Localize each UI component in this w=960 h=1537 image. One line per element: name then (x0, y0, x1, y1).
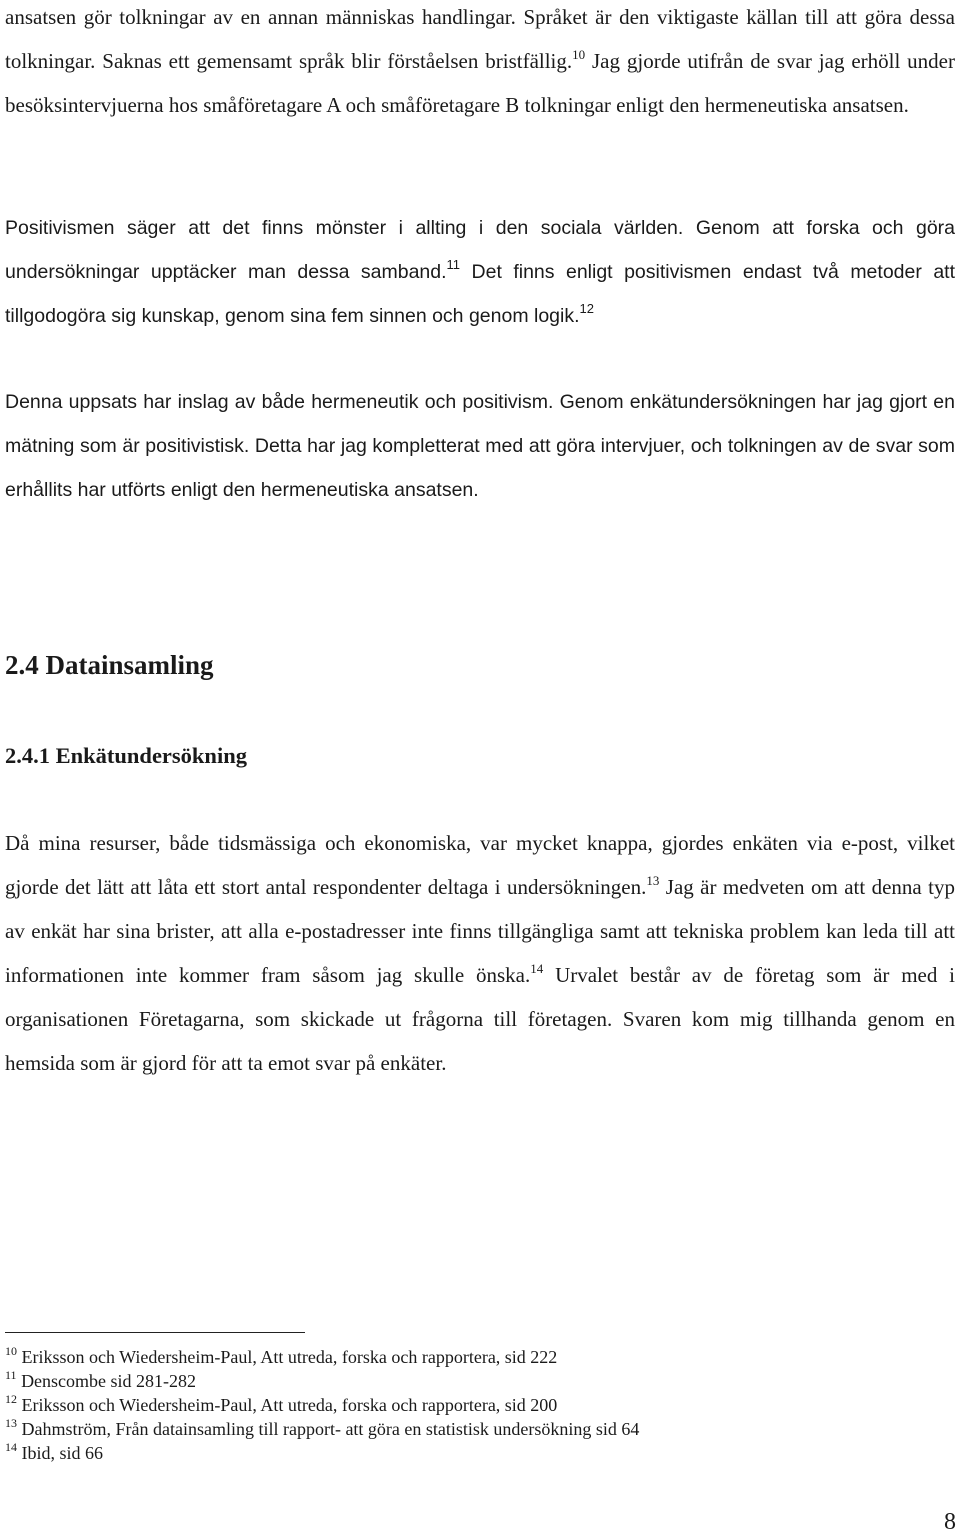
subsection-heading: 2.4.1 Enkätundersökning (5, 743, 247, 768)
footnote-ref[interactable]: 11 (446, 257, 461, 272)
footnote-divider (5, 1332, 305, 1333)
footnote-ref[interactable]: 14 (530, 961, 544, 976)
paragraph-text: ansatsen gör tolkningar av en annan människas handlingar. Språket är den viktigaste källan till att göra dessa tolkningar. Saknas ett gemensamt språk blir förståelsen bristfällig. (5, 5, 955, 73)
paragraph-text: Det finns enligt positivismen endast två metoder att tillgodogöra sig kunskap, genom sina fem sinnen och genom logik. (5, 261, 956, 327)
footnote-item (5, 1369, 945, 1393)
footnote-text: Ibid, sid 66 (21, 1443, 104, 1463)
paragraph-hermeneutics (5, 0, 955, 127)
footnote-text: Eriksson och Wiedersheim-Paul, Att utreda, forska och rapportera, sid 222 (21, 1347, 558, 1367)
footnotes-list (5, 1345, 945, 1465)
footnote-number: 14 (5, 1440, 17, 1454)
footnote-item (5, 1441, 945, 1465)
page-number: 8 (944, 1509, 956, 1535)
paragraph-method-mix (5, 380, 955, 512)
footnote-item (5, 1417, 945, 1441)
paragraph-text: Denna uppsats har inslag av både hermeneutik och positivism. Genom enkätundersökningen har jag gjort en mätning som är positivistisk. Detta har jag kompletterat med att göra intervjuer, och tolkningen av de svar som erhållits har utförts enligt den hermeneutiska ansatsen. (5, 391, 955, 501)
footnote-ref[interactable]: 10 (572, 47, 586, 62)
footnote-number: 11 (5, 1368, 17, 1382)
paragraph-text: Då mina resurser, både tidsmässiga och ekonomiska, var mycket knappa, gjordes enkäten via e-post, vilket gjorde det lätt att låta ett stort antal respondenter deltaga i undersökningen. (5, 831, 955, 899)
paragraph-text: Jag är medveten om att denna typ av enkät har sina brister, att alla e-postadresser inte finns tillgängliga samt att tekniska problem kan leda till att informationen inte kommer fram såsom jag skulle önska. (5, 875, 955, 987)
paragraph-survey (5, 821, 955, 1085)
paragraph-text: Positivismen säger att det finns mönster i allting i den sociala världen. Genom att forska och göra undersökningar upptäcker man dessa samband. (5, 217, 955, 283)
footnote-ref[interactable]: 13 (646, 873, 660, 888)
footnote-ref[interactable]: 12 (579, 301, 594, 316)
footnote-number: 13 (5, 1416, 17, 1430)
footnote-number: 12 (5, 1392, 17, 1406)
paragraph-positivism (5, 206, 955, 338)
footnote-item (5, 1393, 945, 1417)
section-heading: 2.4 Datainsamling (5, 650, 214, 680)
footnote-number: 10 (5, 1344, 17, 1358)
footnote-item (5, 1345, 945, 1369)
footnote-text: Eriksson och Wiedersheim-Paul, Att utreda, forska och rapportera, sid 200 (21, 1395, 558, 1415)
footnote-text: Denscombe sid 281-282 (21, 1371, 197, 1391)
paragraph-text: Jag gjorde utifrån de svar jag erhöll under besöksintervjuerna hos småföretagare A och småföretagare B tolkningar enligt den hermeneutiska ansatsen. (5, 49, 955, 117)
paragraph-text: Urvalet består av de företag som är med i organisationen Företagarna, som skickade ut frågorna till företagen. Svaren kom mig tillhanda genom en hemsida som är gjord för att ta emot svar på enkäter. (5, 963, 956, 1075)
footnote-text: Dahmström, Från datainsamling till rapport- att göra en statistisk undersökning sid 64 (21, 1419, 640, 1439)
